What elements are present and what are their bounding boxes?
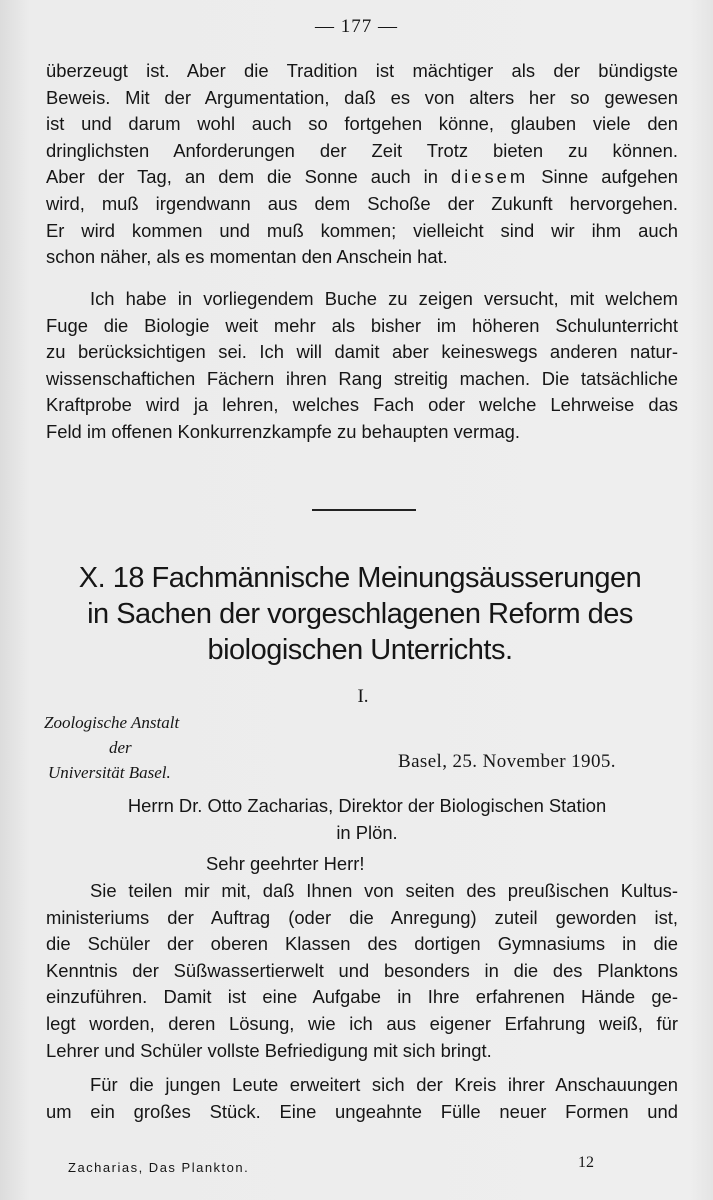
addressee — [60, 792, 674, 846]
text-line — [46, 164, 678, 191]
running-footer-title: Zacharias, Das Plankton. — [68, 1160, 250, 1175]
text-line: die Schüler der oberen Klassen des dortigen Gymnasiums in die — [46, 933, 678, 955]
text-line: überzeugt ist. Aber die Tradition ist mächtiger als der bündigste — [46, 60, 678, 81]
addressee-line: in Plön. — [336, 822, 398, 843]
salutation: Sehr geehrter Herr! — [206, 853, 365, 874]
text-line: Sie teilen mir mit, daß Ihnen von seiten des preußischen Kultus- — [90, 880, 678, 901]
institution-line: der — [109, 738, 132, 757]
sender-institution — [38, 710, 238, 785]
text-line: schon näher, als es momentan den Anschein hat. — [46, 246, 448, 268]
text-line: Ich habe in vorliegendem Buche zu zeigen versucht, mit welchem — [90, 288, 678, 309]
addressee-line: Herrn Dr. Otto Zacharias, Direktor der Biologischen Station — [127, 795, 607, 816]
text-line: einzuführen. Damit ist eine Aufgabe in Ihre erfahrenen Hände ge- — [46, 986, 678, 1008]
text-line: ist und darum wohl auch so fortgehen könne, glauben viele den — [46, 113, 678, 135]
text-line: zu berücksichtigen sei. Ich will damit aber keineswegs anderen natur- — [46, 341, 678, 363]
institution-line: Zoologische Anstalt — [44, 713, 180, 732]
text-line: ministeriums der Auftrag (oder die Anregung) zuteil geworden ist, — [46, 906, 678, 928]
signature-mark: 12 — [578, 1154, 594, 1171]
text-line: Er wird kommen und muß kommen; vielleicht sind wir ihm auch — [46, 219, 678, 241]
paragraph-3 — [46, 878, 678, 1064]
text-line: Beweis. Mit der Argumentation, daß es von alters her so gewesen — [46, 86, 678, 108]
text-segment: Aber der Tag, an dem die Sonne auch in — [46, 166, 438, 188]
text-line: Kenntnis der Süßwassertierwelt und besonders in die des Planktons — [46, 959, 678, 981]
page-number: — 177 — — [315, 16, 398, 37]
chapter-heading — [60, 560, 660, 668]
text-line: um ein großes Stück. Eine ungeahnte Fülle neuer Formen und — [46, 1100, 678, 1122]
text-line: Feld im offenen Konkurrenzkampfe zu behaupten vermag. — [46, 420, 521, 442]
letter-date: Basel, 25. November 1905. — [398, 751, 616, 772]
emphasized-word: diesem — [450, 166, 529, 188]
text-line: wissenschaftichen Fächern ihren Rang streitig machen. Die tatsächliche — [46, 367, 678, 389]
text-line: Für die jungen Leute erweitert sich der Kreis ihrer Anschauungen — [90, 1074, 678, 1095]
text-line: dringlichsten Anforderungen der Zeit Trotz bieten zu können. — [46, 139, 678, 161]
heading-line: in Sachen der vorgeschlagenen Reform des — [87, 598, 633, 630]
text-line: Kraftprobe wird ja lehren, welches Fach oder welche Lehrweise das — [46, 394, 678, 416]
section-divider — [312, 509, 416, 511]
heading-line: biologischen Unterrichts. — [207, 634, 513, 666]
heading-line: X. 18 Fachmännische Meinungsäusserungen — [78, 562, 642, 594]
paragraph-4 — [46, 1072, 678, 1125]
institution-line: Universität Basel. — [48, 763, 171, 782]
text-line: Fuge die Biologie weit mehr als bisher im höheren Schulunterricht — [46, 314, 678, 336]
text-line: legt worden, deren Lösung, wie ich aus eigener Erfahrung weiß, für — [46, 1012, 678, 1034]
text-line: Lehrer und Schüler vollste Befriedigung mit sich bringt. — [46, 1039, 492, 1061]
paragraph-2 — [46, 286, 678, 446]
letter-number: I. — [357, 686, 369, 707]
text-line: wird, muß irgendwann aus dem Schoße der Zukunft hervorgehen. — [46, 192, 678, 214]
text-segment: Sinne aufgehen — [541, 166, 678, 188]
paragraph-1 — [46, 58, 678, 271]
